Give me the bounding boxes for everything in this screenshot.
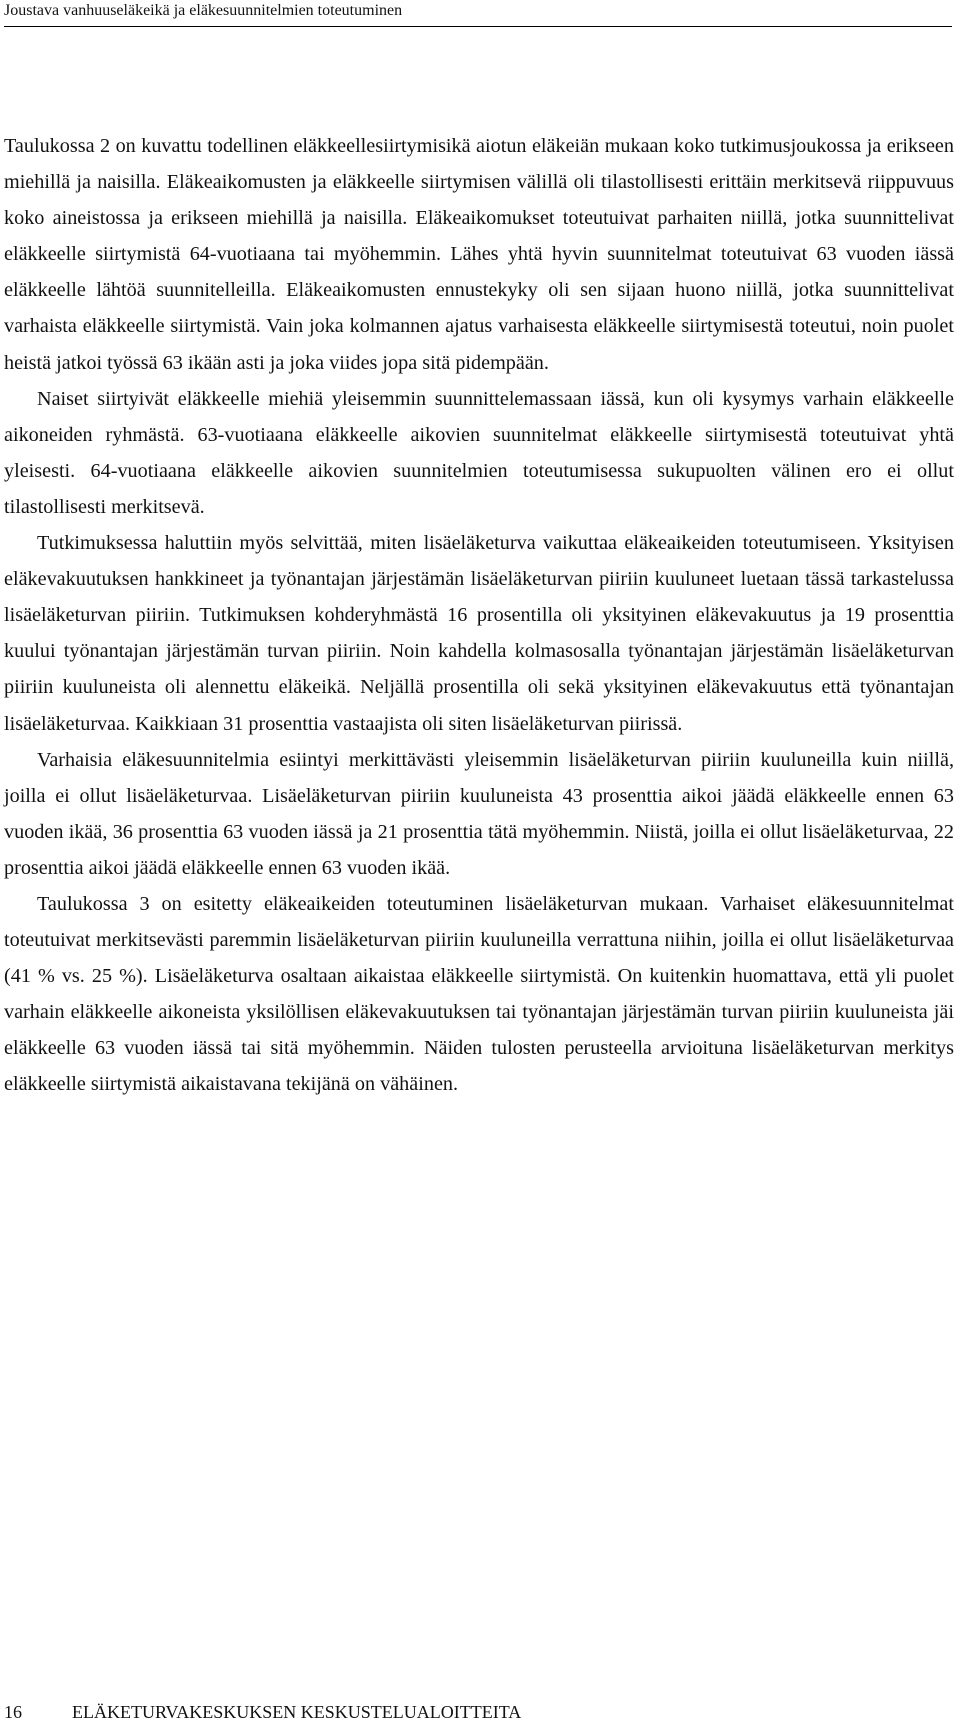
series-title: ELÄKETURVAKESKUKSEN KESKUSTELUALOITTEITA <box>72 1702 522 1722</box>
body-text <box>4 128 954 1103</box>
paragraph: Taulukossa 2 on kuvattu todellinen eläkkeellesiirtymisikä aiotun eläkeiän mukaan koko tutkimusjoukossa ja erikseen miehillä ja naisilla. Eläkeaikomusten ja eläkkeelle siirtymisen välillä oli tilastollisesti erittäin merkitsevä riippuvuus koko aineistossa ja erikseen miehillä ja naisilla. Eläkeaikomukset toteutuivat parhaiten niillä, jotka suunnittelivat eläkkeelle siirtymistä 64-vuotiaana tai myöhemmin. Lähes yhtä hyvin suunnitelmat toteutuivat 63 vuoden iässä eläkkeelle lähtöä suunnitelleilla. Eläkeaikomusten ennustekyky oli sen sijaan huono niillä, jotka suunnittelivat varhaista eläkkeelle siirtymistä. Vain joka kolmannen ajatus varhaisesta eläkkeelle siirtymisestä toteutui, noin puolet heistä jatkoi työssä 63 ikään asti ja joka viides jopa sitä pidempään. <box>4 135 954 374</box>
page-number: 16 <box>4 1702 22 1722</box>
paragraph: Varhaisia eläkesuunnitelmia esiintyi merkittävästi yleisemmin lisäeläketurvan piiriin kuuluneilla kuin niillä, joilla ei ollut lisäeläketurvaa. Lisäeläketurvan piiriin kuuluneista 43 prosenttia aikoi jäädä eläkkeelle ennen 63 vuoden ikää, 36 prosenttia 63 vuoden iässä ja 21 prosenttia tätä myöhemmin. Niistä, joilla ei ollut lisäeläketurvaa, 22 prosenttia aikoi jäädä eläkkeelle ennen 63 vuoden ikää. <box>4 748 954 879</box>
page-footer <box>4 1700 521 1724</box>
paragraph: Tutkimuksessa haluttiin myös selvittää, miten lisäeläketurva vaikuttaa eläkeaikeiden toteutumiseen. Yksityisen eläkevakuutuksen hankkineet ja työnantajan järjestämän lisäeläketurvan piiriin kuuluneet luetaan tässä tarkastelussa lisäeläketurvan piiriin. Tutkimuksen kohderyhmästä 16 prosentilla oli yksityinen eläkevakuutus ja 19 prosenttia kuului työnantajan järjestämän turvan piiriin. Noin kahdella kolmasosalla työnantajan järjestämän lisäeläketurvan piiriin kuuluneista oli alennettu eläkeikä. Neljällä prosentilla oli sekä yksityinen eläkevakuutus että työnantajan lisäeläketurvaa. Kaikkiaan 31 prosenttia vastaajista oli siten lisäeläketurvan piirissä. <box>4 532 954 735</box>
paragraph: Taulukossa 3 on esitetty eläkeaikeiden toteutuminen lisäeläketurvan mukaan. Varhaiset eläkesuunnitelmat toteutuivat merkitsevästi paremmin lisäeläketurvan piiriin kuuluneilla verrattuna niihin, joilla ei ollut lisäeläketurvaa (41 % vs. 25 %). Lisäeläketurva osaltaan aikaistaa eläkkeelle siirtymistä. On kuitenkin huomattava, että yli puolet varhain eläkkeelle aikoneista yksilöllisen eläkevakuutuksen tai työnantajan järjestämän turvan piiriin kuuluneista jäi eläkkeelle 63 vuoden iässä tai sitä myöhemmin. Näiden tulosten perusteella arvioituna lisäeläketurvan merkitys eläkkeelle siirtymistä aikaistavana tekijänä on vähäinen. <box>4 892 954 1096</box>
paragraph: Naiset siirtyivät eläkkeelle miehiä yleisemmin suunnittelemassaan iässä, kun oli kysymys varhain eläkkeelle aikoneiden ryhmästä. 63-vuotiaana eläkkeelle aikovien suunnitelmat eläkkeelle siirtymisestä toteutuivat yhtä yleisesti. 64-vuotiaana eläkkeelle aikovien suunnitelmien toteutumisessa sukupuolten välinen ero ei ollut tilastollisesti merkitsevä. <box>4 387 954 518</box>
running-header: Joustava vanhuuseläkeikä ja eläkesuunnitelmien toteutuminen <box>4 0 952 27</box>
